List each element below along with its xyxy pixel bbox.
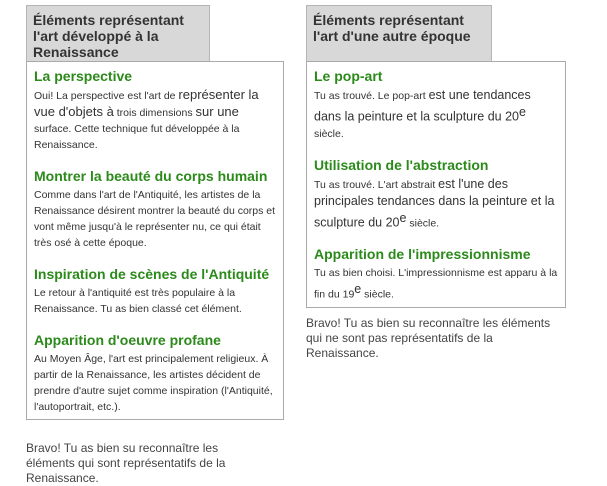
left-item-perspective[interactable]	[34, 68, 276, 153]
desc-part: trois dimensions	[113, 107, 196, 119]
item-description	[314, 87, 558, 142]
right-column-header-text: Éléments représentant l'art d'une autre époque	[313, 12, 471, 44]
desc-part: siècle.	[314, 127, 344, 140]
desc-part: Oui! La perspective est l'art de	[34, 90, 179, 102]
left-item-profane[interactable]	[34, 332, 276, 415]
item-description: Au Moyen Âge, l'art est principalement religieux. À partir de la Renaissance, les artistes décident de prendre d'autre sujet comme inspiration (l'Antiquité, l'autoportrait, etc.).	[34, 353, 273, 413]
left-feedback-text: Bravo! Tu as bien su reconnaître les éléments qui sont représentatifs de la Renaissance.	[26, 441, 226, 485]
desc-sup: e	[354, 282, 362, 296]
desc-part: siècle.	[361, 288, 394, 301]
item-title: Montrer la beauté du corps humain	[34, 168, 268, 184]
desc-part: est l'une des principales tendances dans la peinture et la sculpture du 20	[314, 176, 555, 229]
right-column-panel	[306, 61, 566, 308]
desc-part: Tu as trouvé. Le pop-art	[314, 90, 429, 102]
desc-part: est une tendances dans la peinture et la sculpture du 20	[314, 88, 531, 124]
desc-sup: e	[519, 105, 526, 119]
item-title: Inspiration de scènes de l'Antiquité	[34, 266, 270, 282]
desc-part: Tu as bien choisi. L'impressionnisme est apparu à la fin du 19	[314, 267, 558, 301]
right-item-impressionnisme[interactable]	[314, 246, 558, 303]
desc-part: siècle.	[406, 217, 440, 229]
desc-sup: e	[399, 210, 407, 225]
left-column-panel	[26, 61, 284, 420]
desc-part: surface. Cette technique fut développée à la Renaissance.	[34, 123, 240, 151]
item-title: Apparition d'oeuvre profane	[34, 332, 221, 348]
left-item-corps-humain[interactable]	[34, 168, 276, 251]
desc-part: sur une	[195, 104, 239, 119]
item-title: Le pop-art	[314, 68, 383, 84]
item-description: Le retour à l'antiquité est très populaire à la Renaissance. Tu as bien classé cet élément.	[34, 287, 242, 315]
left-column-header-text: Éléments représentant l'art développé à la Renaissance	[33, 12, 184, 60]
right-item-pop-art[interactable]	[314, 68, 558, 142]
right-feedback-text: Bravo! Tu as bien su reconnaître les éléments qui ne sont pas représentatifs de la Renaissance.	[306, 316, 551, 360]
left-item-antiquite[interactable]	[34, 266, 276, 317]
right-column-header	[306, 5, 492, 62]
item-title: Utilisation de l'abstraction	[314, 156, 489, 173]
item-title: La perspective	[34, 68, 133, 84]
item-description	[34, 87, 276, 153]
item-description	[314, 176, 558, 232]
desc-part: Tu as trouvé. L'art abstrait	[314, 178, 439, 191]
left-column-header	[26, 5, 210, 62]
desc-part: représenter la vue d'objets à	[34, 87, 259, 119]
item-description	[314, 265, 558, 303]
item-description: Comme dans l'art de l'Antiquité, les artistes de la Renaissance désirent montrer la beauté du corps et vont même jusqu'à le représenter nu, ce qui était très osé à cette époque.	[34, 189, 276, 249]
item-title: Apparition de l'impressionnisme	[314, 246, 531, 262]
right-item-abstraction[interactable]	[314, 157, 558, 232]
